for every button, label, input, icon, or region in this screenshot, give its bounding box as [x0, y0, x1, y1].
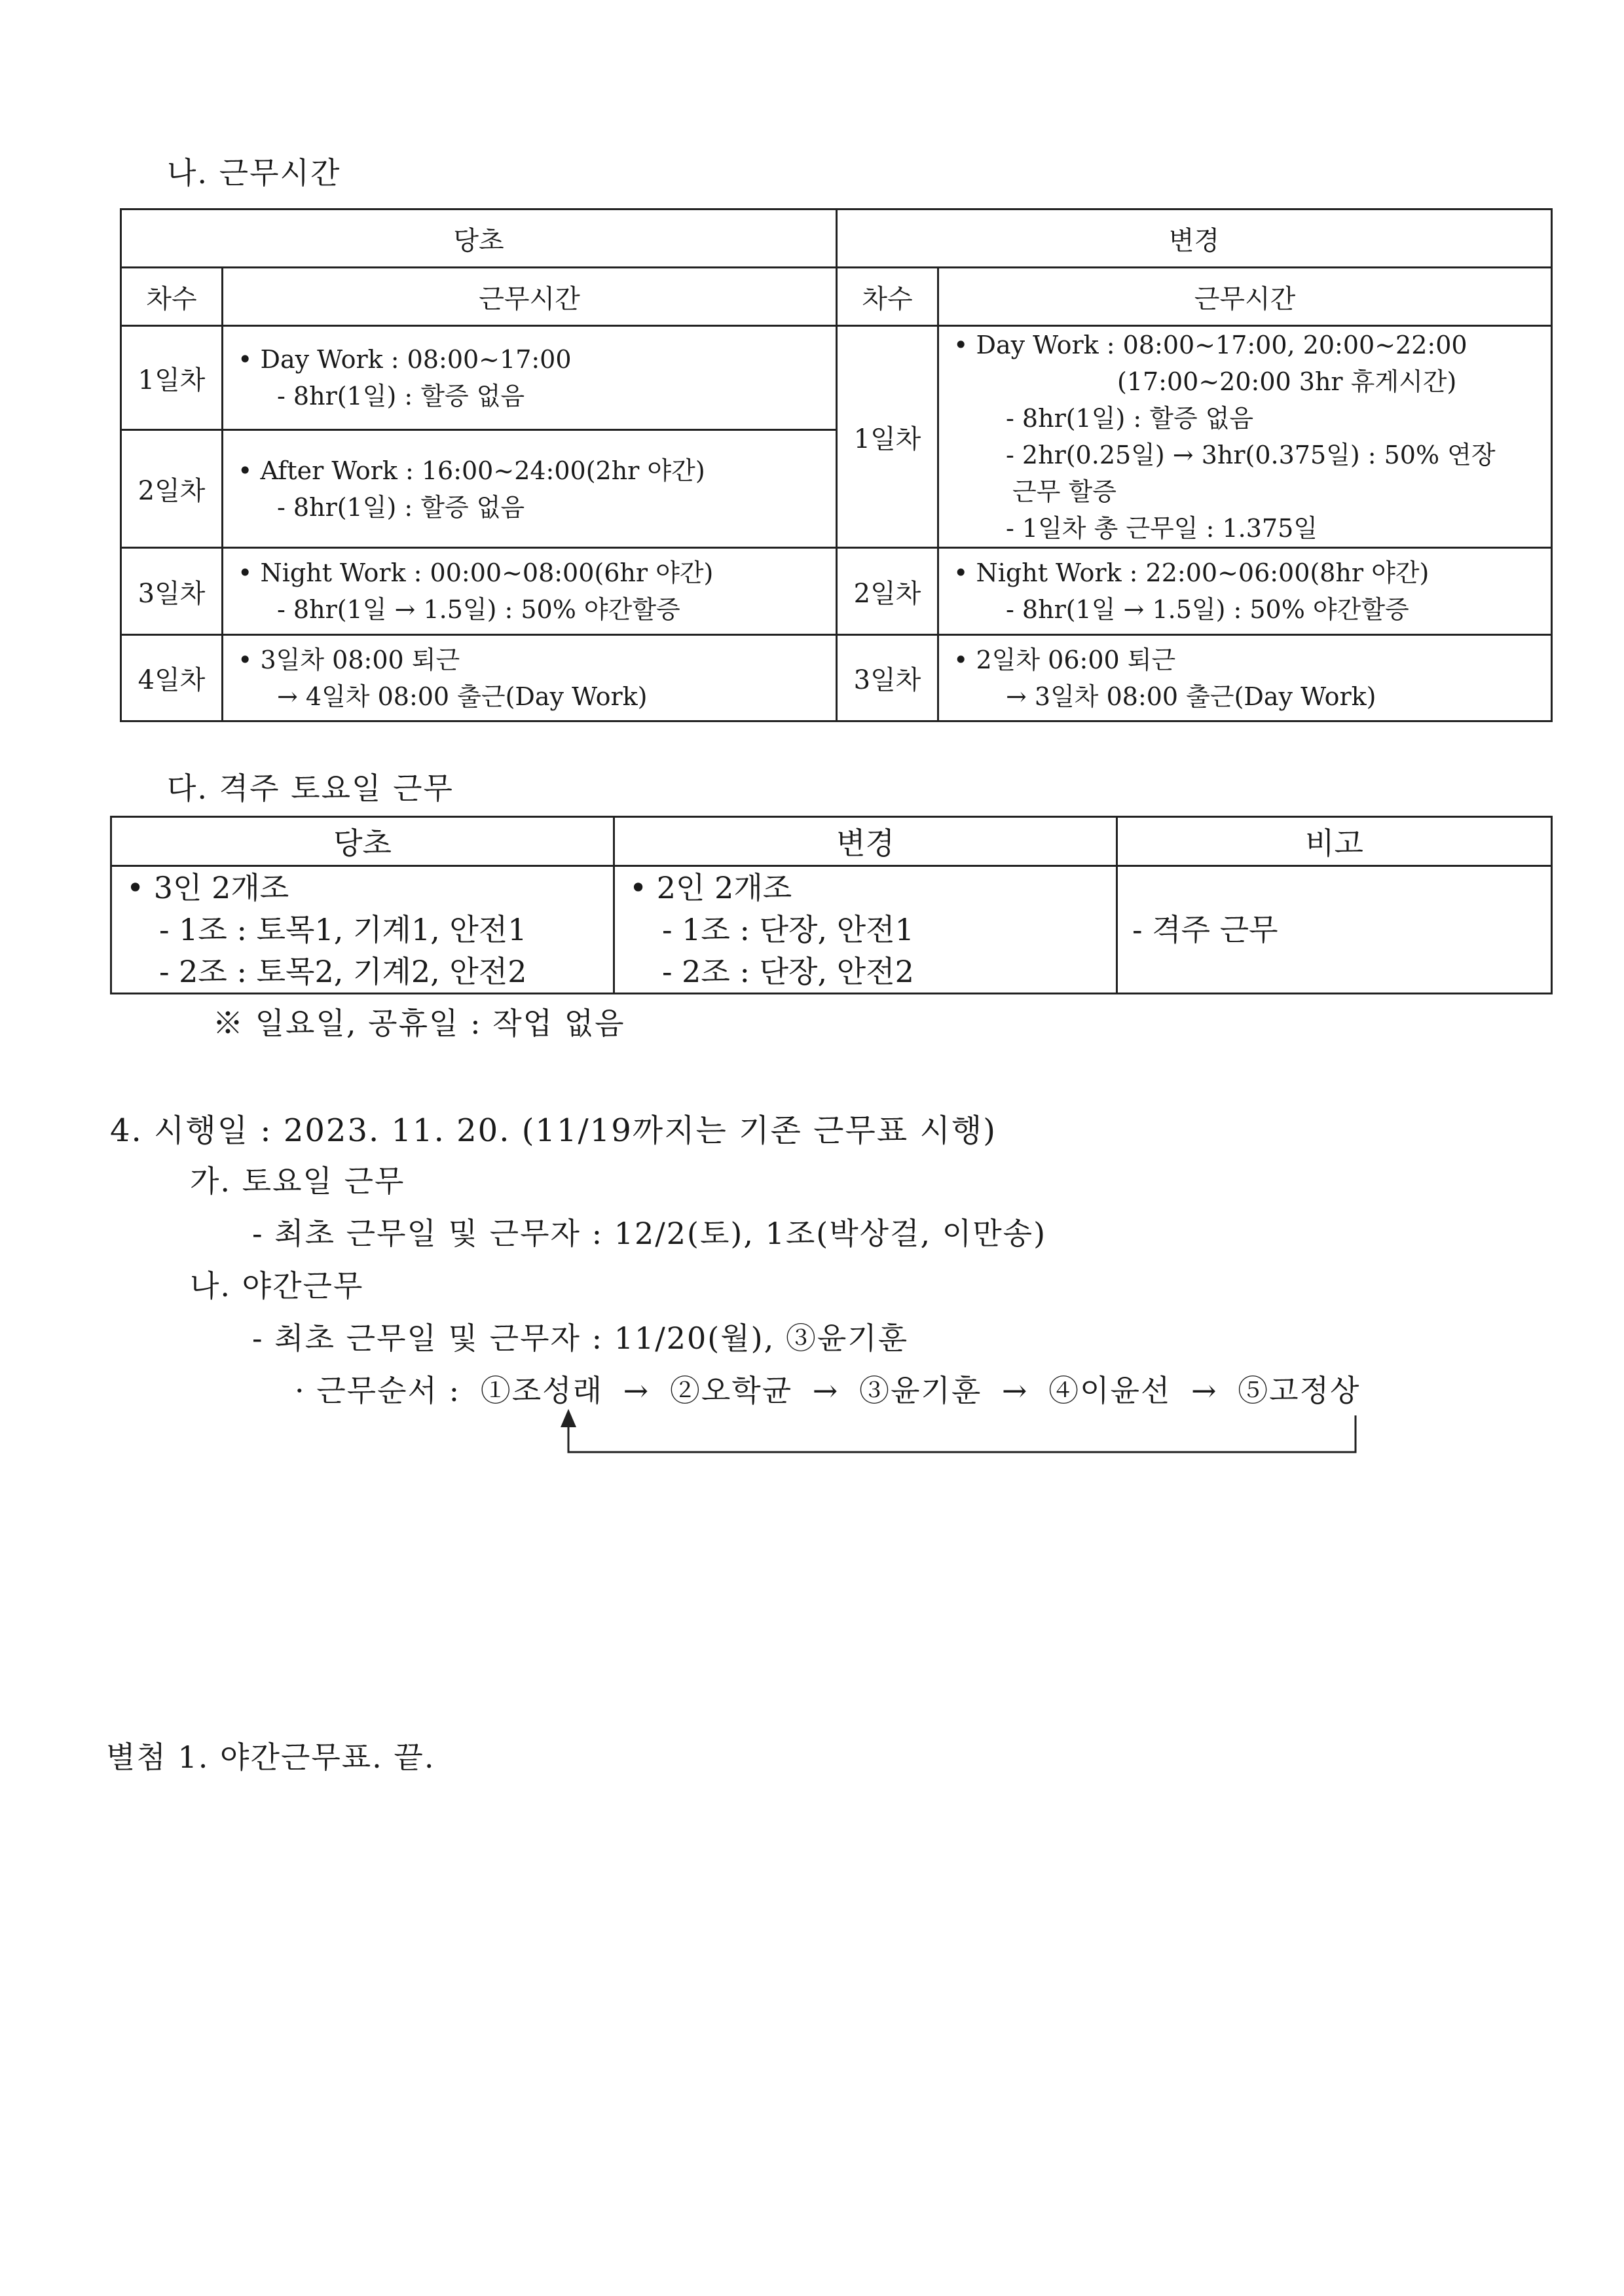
- col-seq-original: 차수: [121, 268, 223, 326]
- order-person-3: ③윤기훈: [858, 1373, 982, 1408]
- text-line: - 2조 : 토목2, 기계2, 안전2: [159, 954, 527, 989]
- note-no-work: ※ 일요일, 공휴일 : 작업 없음: [213, 1006, 625, 1041]
- text-line: → 3일차 08:00 출근(Day Work): [1006, 682, 1376, 711]
- arrow-icon: →: [1001, 1373, 1029, 1408]
- text-line: 근무 할증: [1012, 477, 1116, 506]
- text-line: • 3일차 08:00 퇴근: [238, 645, 460, 674]
- text-line: - 8hr(1일) : 할증 없음: [1006, 404, 1254, 433]
- section-heading-work-hours: 나. 근무시간: [167, 155, 341, 191]
- text-line: - 8hr(1일 → 1.5일) : 50% 야간할증: [277, 595, 680, 624]
- night-work-heading: 나. 야간근무: [190, 1268, 364, 1303]
- col-seq-changed: 차수: [837, 268, 938, 326]
- order-person-1: ①조성래: [480, 1373, 604, 1408]
- text-line: - 1일차 총 근무일 : 1.375일: [1006, 514, 1318, 543]
- order-label: · 근무순서 :: [295, 1373, 461, 1408]
- left-day3-label: 3일차: [121, 548, 223, 635]
- arrow-icon: →: [623, 1373, 650, 1408]
- text-line: - 8hr(1일) : 할증 없음: [277, 382, 525, 411]
- header-original: 당초: [121, 210, 837, 268]
- right-day3-label: 3일차: [837, 635, 938, 721]
- col-hours-changed: 근무시간: [938, 268, 1552, 326]
- header-changed: 변경: [837, 210, 1552, 268]
- text-line: - 2hr(0.25일) → 3hr(0.375일) : 50% 연장: [1006, 441, 1496, 469]
- attachment-note: 별첨 1. 야간근무표. 끝.: [106, 1740, 435, 1775]
- night-work-detail: - 최초 근무일 및 근무자 : 11/20(월), ③윤기훈: [252, 1321, 909, 1356]
- sat-work-heading: 가. 토요일 근무: [190, 1163, 405, 1199]
- col-hours-original: 근무시간: [223, 268, 837, 326]
- text-line: • 2일차 06:00 퇴근: [953, 645, 1176, 674]
- text-line: • Night Work : 22:00~06:00(8hr 야간): [953, 558, 1430, 587]
- sat-remark: - 격주 근무: [1117, 866, 1552, 994]
- text-line: - 2조 : 단장, 안전2: [662, 954, 914, 989]
- order-person-4: ④이윤선: [1048, 1373, 1172, 1408]
- text-line: • After Work : 16:00~24:00(2hr 야간): [238, 456, 705, 485]
- text-line: • Day Work : 08:00~17:00, 20:00~22:00: [953, 331, 1467, 359]
- text-line: → 4일차 08:00 출근(Day Work): [277, 682, 648, 711]
- text-line: - 8hr(1일 → 1.5일) : 50% 야간할증: [1006, 595, 1409, 624]
- arrow-icon: →: [1191, 1373, 1218, 1408]
- section-heading-saturday: 다. 격주 토요일 근무: [167, 771, 454, 806]
- section4-title: 4. 시행일 : 2023. 11. 20. (11/19까지는 기존 근무표 시행): [110, 1112, 997, 1149]
- sat-header-original: 당초: [111, 817, 614, 866]
- sat-work-detail: - 최초 근무일 및 근무자 : 12/2(토), 1조(박상걸, 이만송): [252, 1216, 1047, 1251]
- text-line: • 3인 2개조: [126, 870, 289, 905]
- left-day1-label: 1일차: [121, 326, 223, 430]
- text-line: (17:00~20:00 3hr 휴게시간): [1117, 367, 1457, 396]
- right-day2-label: 2일차: [837, 548, 938, 635]
- order-person-2: ②오학균: [669, 1373, 793, 1408]
- text-line: - 8hr(1일) : 할증 없음: [277, 492, 525, 522]
- arrow-icon: →: [812, 1373, 840, 1408]
- text-line: • 2인 2개조: [629, 870, 792, 905]
- text-line: - 1조 : 토목1, 기계1, 안전1: [159, 912, 527, 947]
- right-day1-label: 1일차: [837, 326, 938, 548]
- text-line: • Day Work : 08:00~17:00: [238, 345, 572, 374]
- text-line: • Night Work : 00:00~08:00(6hr 야간): [238, 558, 714, 587]
- left-day4-label: 4일차: [121, 635, 223, 721]
- sat-header-remark: 비고: [1117, 817, 1552, 866]
- order-person-5: ⑤고정상: [1238, 1373, 1361, 1408]
- sat-header-changed: 변경: [614, 817, 1117, 866]
- text-line: - 1조 : 단장, 안전1: [662, 912, 914, 947]
- left-day2-label: 2일차: [121, 430, 223, 548]
